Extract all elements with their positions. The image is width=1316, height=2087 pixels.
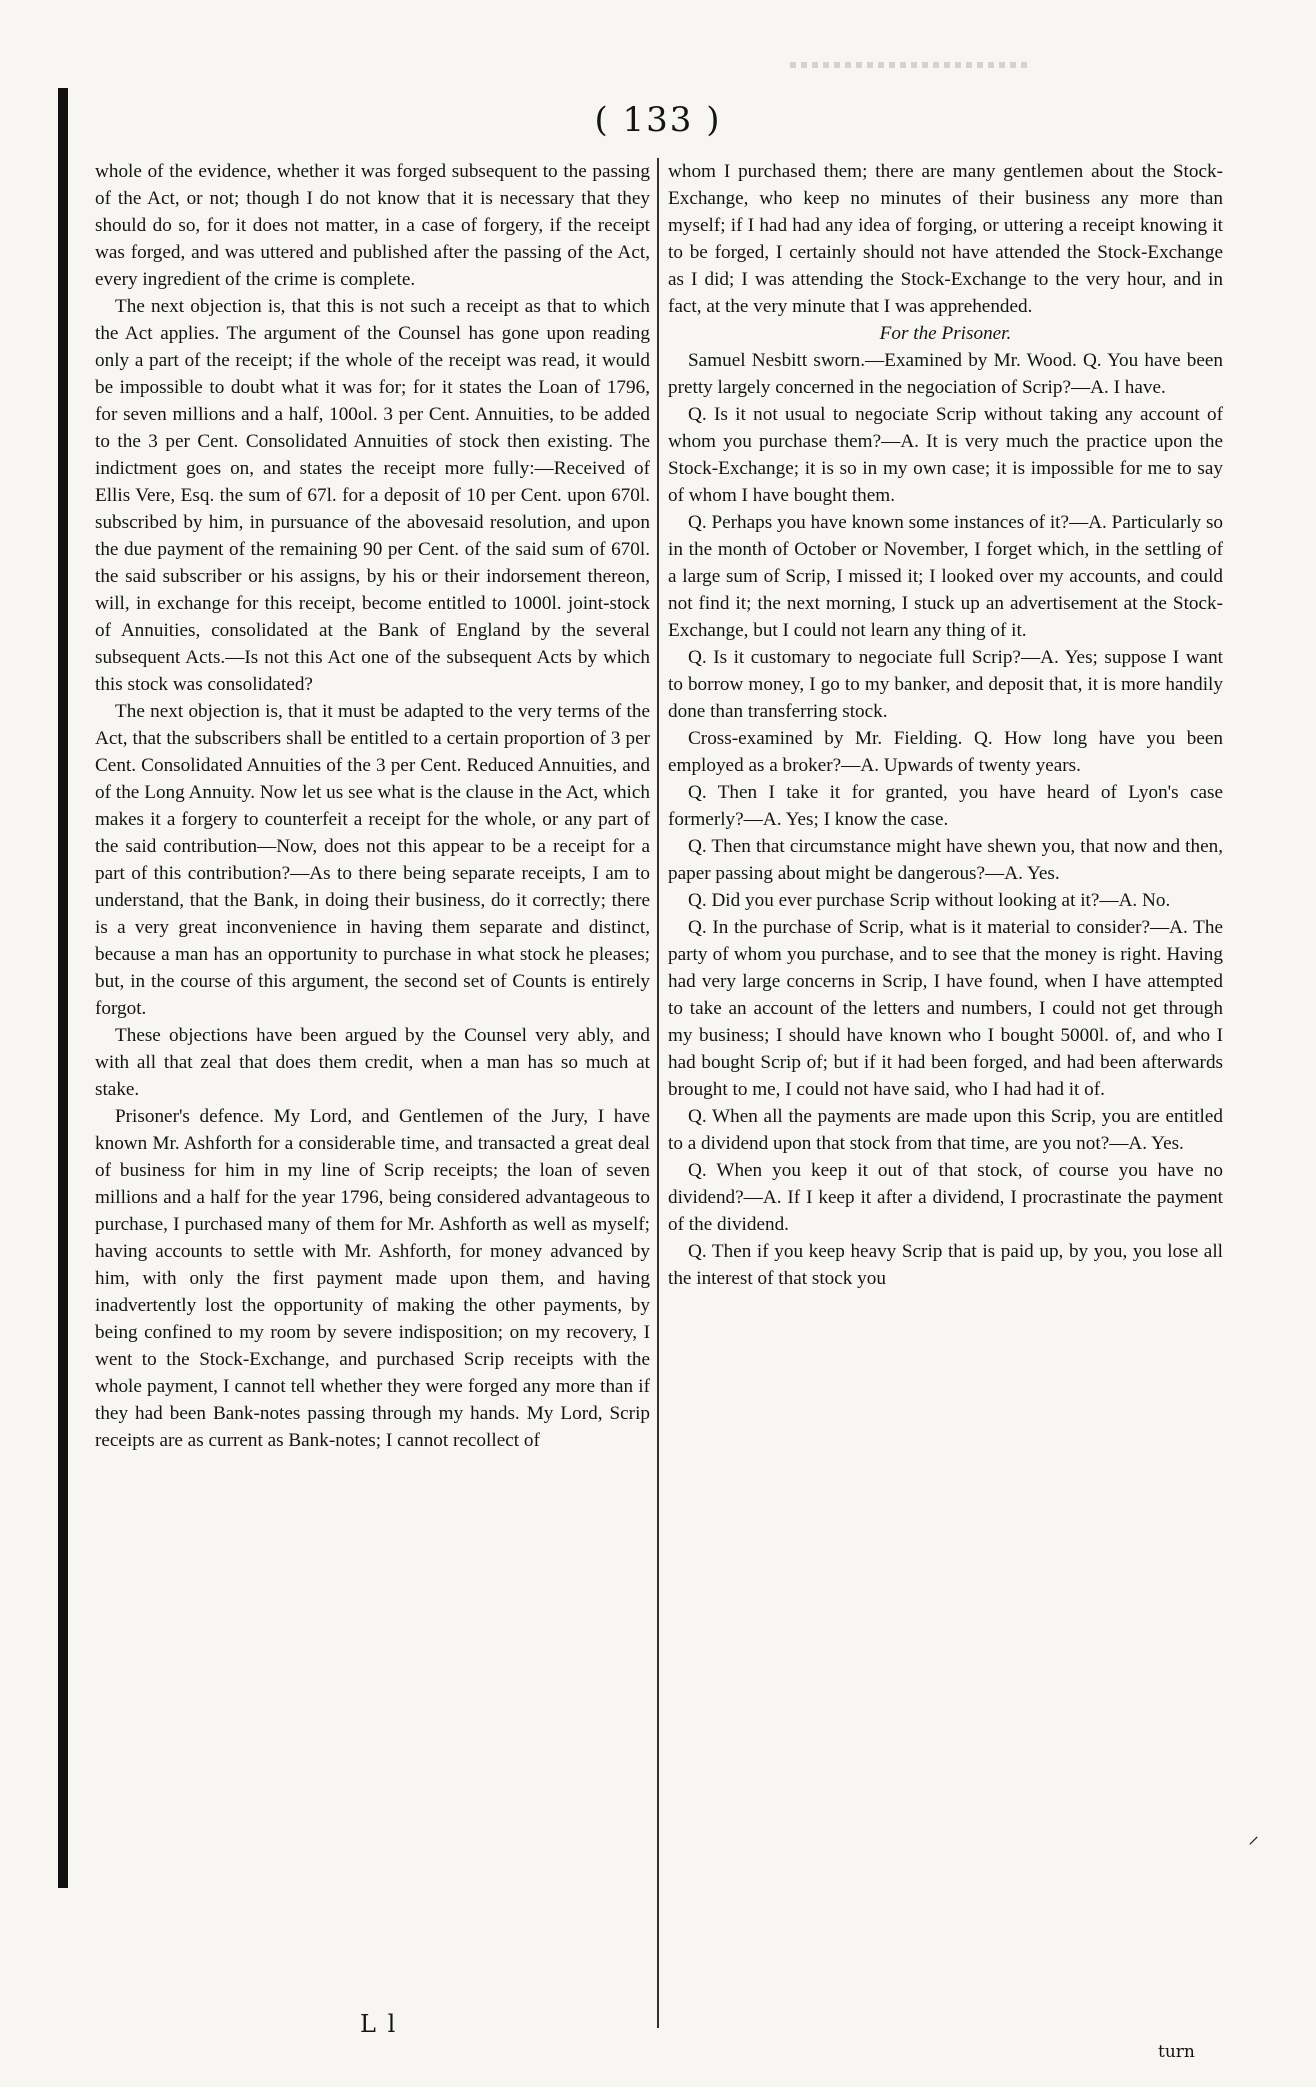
left-paragraph: The next objection is, that it must be adapted to the very terms of the Act, that the subscribers shall be entitled to a certain proportion of 3 per Cent. Consolidated Annuities of the 3 per Cent. Reduced Annuities, and of the Long Annuity. Now let us see what is the clause in the Act, which makes it a forgery to counterfeit a receipt for the whole, or any part of the said contribution—Now, does not this appear to be a receipt for a part of this contribution?—As to there being separate receipts, I am to understand, that the Bank, in doing their business, do it correctly; there is a very great inconvenience in having them separate and distinct, because a man has an opportunity to purchase in what stock he pleases; but, in the course of this argument, the second set of Counts is entirely forgot. [95, 701, 650, 1019]
left-paragraph: whole of the evidence, whether it was forged subsequent to the passing of the Act, or not; though I do not know that it is necessary that they should do so, for it does not matter, in a case of forgery, if the receipt was forged, and was uttered and published after the passing of the Act, every ingredient of the crime is complete. [95, 161, 650, 290]
right-paragraph: Q. Is it customary to negociate full Scrip?—A. Yes; suppose I want to borrow money, I go to my banker, and deposit that, it is more handily done than transferring stock. [668, 647, 1223, 722]
right-paragraph: Q. When all the payments are made upon this Scrip, you are entitled to a dividend upon that stock from that time, are you not?—A. Yes. [668, 1106, 1223, 1154]
catchword: turn [1158, 2042, 1195, 2062]
right-paragraph: Q. Then I take it for granted, you have heard of Lyon's case formerly?—A. Yes; I know the case. [668, 782, 1223, 830]
right-paragraph: Q. Is it not usual to negociate Scrip without taking any account of whom you purchase them?—A. It is very much the practice upon the Stock-Exchange; it is so in my own case; it is impossible for me to say of whom I have bought them. [668, 404, 1223, 506]
right-column [668, 158, 1223, 1292]
right-paragraph: Q. Perhaps you have known some instances of it?—A. Particularly so in the month of October or November, I forget which, in the settling of a large sum of Scrip, I missed it; I looked over my accounts, and could not find it; the next morning, I stuck up an advertisement at the Stock-Exchange, but I could not learn any thing of it. [668, 512, 1224, 641]
scan-smudge [790, 62, 1030, 68]
left-paragraph: Prisoner's defence. My Lord, and Gentlemen of the Jury, I have known Mr. Ashforth for a considerable time, and transacted a great deal of business for him in my line of Scrip receipts; the loan of seven millions and a half for the year 1796, being considered advantageous to purchase, I purchased many of them for Mr. Ashforth as well as myself; having accounts to settle with Mr. Ashforth, for money advanced by him, with only the first payment made upon them, and having inadvertently lost the opportunity of making the other payments, by being confined to my room by severe indisposition; on my recovery, I went to the Stock-Exchange, and purchased Scrip receipts with the whole payment, I cannot tell whether they were forged any more than if they had been Bank-notes passing through my hands. My Lord, Scrip receipts are as current as Bank-notes; I cannot recollect of [95, 1106, 650, 1451]
right-paragraph: Samuel Nesbitt sworn.—Examined by Mr. Wood. Q. You have been pretty largely concerned in the negociation of Scrip?—A. I have. [668, 350, 1223, 398]
left-paragraph: These objections have been argued by the Counsel very ably, and with all that zeal that does them credit, when a man has so much at stake. [95, 1025, 650, 1100]
margin-mark: ⸝ [1248, 1824, 1260, 1849]
right-paragraph: Q. In the purchase of Scrip, what is it material to consider?—A. The party of whom you purchase, and to see that the money is right. Having had very large concerns in Scrip, I have found, when I have attempted to take an account of the letters and numbers, I could not get through my business; I should have known who I bought 5000l. of, and who I had bought Scrip of; but if it had been forged, and had been afterwards brought to me, I could not have said, who I had had it of. [668, 917, 1223, 1100]
section-heading: For the Prisoner. [879, 323, 1012, 344]
page-number: ( 133 ) [594, 100, 722, 140]
right-paragraph: Cross-examined by Mr. Fielding. Q. How long have you been employed as a broker?—A. Upwards of twenty years. [668, 728, 1223, 776]
right-paragraph: whom I purchased them; there are many gentlemen about the Stock-Exchange, who keep no minutes of their business any more than myself; if I had had any idea of forging, or uttering a receipt knowing it to be forged, I certainly should not have attended the Stock-Exchange as I did; I was attending the Stock-Exchange to the very hour, and in fact, at the very minute that I was apprehended. [668, 161, 1223, 317]
column-divider [657, 158, 659, 2028]
scan-edge-bar [58, 88, 68, 1888]
left-column [95, 158, 650, 1454]
signature-mark: L l [360, 2010, 398, 2038]
right-paragraph: Q. Then if you keep heavy Scrip that is paid up, by you, you lose all the interest of that stock you [668, 1241, 1223, 1289]
right-paragraph: Q. Then that circumstance might have shewn you, that now and then, paper passing about might be dangerous?—A. Yes. [668, 836, 1223, 884]
right-paragraph: Q. When you keep it out of that stock, of course you have no dividend?—A. If I keep it after a dividend, I procrastinate the payment of the dividend. [668, 1160, 1223, 1235]
left-paragraph: The next objection is, that this is not such a receipt as that to which the Act applies. The argument of the Counsel has gone upon reading only a part of the receipt; if the whole of the receipt was read, it would be impossible to doubt what it was for; for it states the Loan of 1796, for seven millions and a half, 100ol. 3 per Cent. Annuities, to be added to the 3 per Cent. Consolidated Annuities of stock then existing. The indictment goes on, and states the receipt more fully:—Received of Ellis Vere, Esq. the sum of 67l. for a deposit of 10 per Cent. upon 670l. subscribed by him, in pursuance of the abovesaid resolution, and upon the due payment of the remaining 90 per Cent. of the said sum of 670l. the said subscriber or his assigns, by his or their indorsement thereon, will, in exchange for this receipt, become entitled to 1000l. joint-stock of Annuities, consolidated at the Bank of England by the several subsequent Acts.—Is not this Act one of the subsequent Acts by which this stock was consolidated? [95, 296, 650, 695]
right-paragraph: Q. Did you ever purchase Scrip without looking at it?—A. No. [688, 890, 1171, 911]
